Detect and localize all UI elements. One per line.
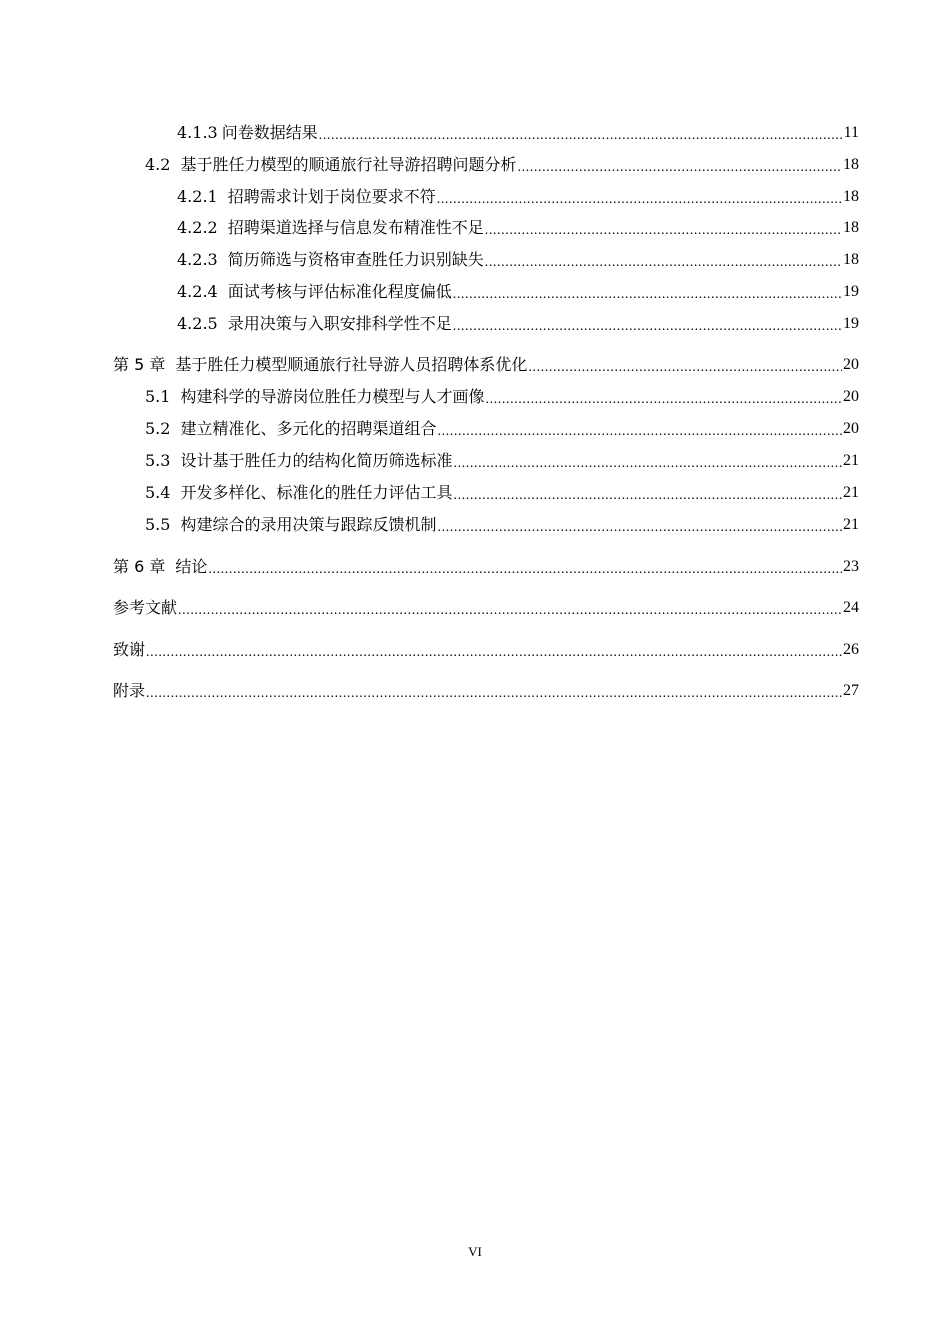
toc-entry-number: 5.3 bbox=[145, 451, 171, 470]
toc-entry-number: 4.2.3 bbox=[177, 250, 218, 269]
toc-dot-leader bbox=[485, 385, 842, 409]
toc-dot-leader bbox=[319, 121, 843, 145]
toc-dot-leader bbox=[178, 596, 842, 620]
toc-entry-page: 21 bbox=[843, 452, 859, 469]
toc-entry-number: 4.2.1 bbox=[177, 187, 218, 206]
toc-entry-title: 开发多样化、标准化的胜任力评估工具 bbox=[180, 483, 453, 502]
toc-entry-page: 23 bbox=[843, 558, 859, 575]
toc-entry[interactable] bbox=[113, 555, 859, 579]
toc-entry[interactable] bbox=[113, 679, 859, 703]
toc-entry-page: 26 bbox=[843, 641, 859, 658]
toc-dot-leader bbox=[517, 153, 842, 177]
toc-dot-leader bbox=[528, 353, 842, 377]
toc-entry[interactable] bbox=[113, 638, 859, 662]
toc-entry-title: 构建综合的录用决策与跟踪反馈机制 bbox=[180, 515, 437, 534]
toc-entry[interactable] bbox=[145, 481, 859, 505]
toc-entry[interactable] bbox=[177, 248, 859, 272]
toc-entry-page: 27 bbox=[843, 682, 859, 699]
toc-entry-number: 4.1.3 bbox=[177, 123, 218, 142]
toc-entry[interactable] bbox=[145, 153, 859, 177]
toc-dot-leader bbox=[146, 638, 842, 662]
toc-entry-page: 19 bbox=[843, 315, 859, 332]
toc-entry[interactable] bbox=[177, 121, 859, 145]
toc-entry-title: 招聘渠道选择与信息发布精准性不足 bbox=[227, 218, 484, 237]
toc-dot-leader bbox=[146, 679, 842, 703]
toc-entry-page: 20 bbox=[843, 388, 859, 405]
toc-dot-leader bbox=[453, 481, 842, 505]
toc-dot-leader bbox=[485, 216, 842, 240]
toc-entry[interactable] bbox=[145, 417, 859, 441]
toc-entry-page: 11 bbox=[843, 124, 859, 141]
toc-entry-number: 第 5 章 bbox=[113, 355, 166, 374]
toc-entry-number: 4.2.4 bbox=[177, 282, 218, 301]
toc-entry[interactable] bbox=[145, 449, 859, 473]
toc-dot-leader bbox=[453, 449, 842, 473]
toc-dot-leader bbox=[437, 513, 842, 537]
toc-entry-number: 5.4 bbox=[145, 483, 171, 502]
toc-entry-title: 基于胜任力模型的顺通旅行社导游招聘问题分析 bbox=[180, 155, 517, 174]
toc-dot-leader bbox=[437, 417, 842, 441]
toc-entry-title: 附录 bbox=[113, 681, 146, 700]
toc-entry-title: 致谢 bbox=[113, 640, 146, 659]
toc-entry-title: 建立精准化、多元化的招聘渠道组合 bbox=[180, 419, 437, 438]
toc-entry-page: 19 bbox=[843, 283, 859, 300]
toc-entry-title: 面试考核与评估标准化程度偏低 bbox=[227, 282, 452, 301]
toc-entry-page: 18 bbox=[843, 251, 859, 268]
toc-dot-leader bbox=[437, 185, 842, 209]
toc-entry-title: 基于胜任力模型顺通旅行社导游人员招聘体系优化 bbox=[175, 355, 528, 374]
toc-entry-title: 简历筛选与资格审查胜任力识别缺失 bbox=[227, 250, 484, 269]
toc-entry-number: 5.5 bbox=[145, 515, 171, 534]
page-number-footer: VI bbox=[468, 1244, 482, 1259]
toc-entry-title: 问卷数据结果 bbox=[221, 123, 318, 142]
toc-dot-leader bbox=[453, 312, 842, 336]
toc-entry-title: 设计基于胜任力的结构化简历筛选标准 bbox=[180, 451, 453, 470]
toc-entry[interactable] bbox=[177, 280, 859, 304]
toc-entry-page: 18 bbox=[843, 188, 859, 205]
toc-dot-leader bbox=[208, 555, 842, 579]
toc-entry-page: 21 bbox=[843, 516, 859, 533]
toc-entry-title: 招聘需求计划于岗位要求不符 bbox=[227, 187, 436, 206]
toc-dot-leader bbox=[485, 248, 842, 272]
toc-entry-title: 结论 bbox=[175, 557, 208, 576]
toc-entry-title: 构建科学的导游岗位胜任力模型与人才画像 bbox=[180, 387, 485, 406]
toc-entry-number: 5.2 bbox=[145, 419, 171, 438]
toc-entry[interactable] bbox=[113, 596, 859, 620]
toc-entry[interactable] bbox=[145, 385, 859, 409]
toc-entry-number: 5.1 bbox=[145, 387, 171, 406]
toc-entry-number: 第 6 章 bbox=[113, 557, 166, 576]
toc-entry-page: 24 bbox=[843, 599, 859, 616]
toc-entry-number: 4.2.2 bbox=[177, 218, 218, 237]
toc-entry-title: 录用决策与入职安排科学性不足 bbox=[227, 314, 452, 333]
toc-entry-page: 18 bbox=[843, 156, 859, 173]
toc-entry-title: 参考文献 bbox=[113, 598, 178, 617]
toc-entry[interactable] bbox=[113, 353, 859, 377]
toc-entry-page: 20 bbox=[843, 356, 859, 373]
toc-entry[interactable] bbox=[177, 216, 859, 240]
toc-entry-number: 4.2.5 bbox=[177, 314, 218, 333]
toc-entry[interactable] bbox=[177, 312, 859, 336]
toc-entry-number: 4.2 bbox=[145, 155, 171, 174]
toc-entry-page: 21 bbox=[843, 484, 859, 501]
toc-entry-page: 20 bbox=[843, 420, 859, 437]
toc-dot-leader bbox=[453, 280, 842, 304]
toc-entry[interactable] bbox=[145, 513, 859, 537]
toc-entry-page: 18 bbox=[843, 219, 859, 236]
toc-entry[interactable] bbox=[177, 185, 859, 209]
